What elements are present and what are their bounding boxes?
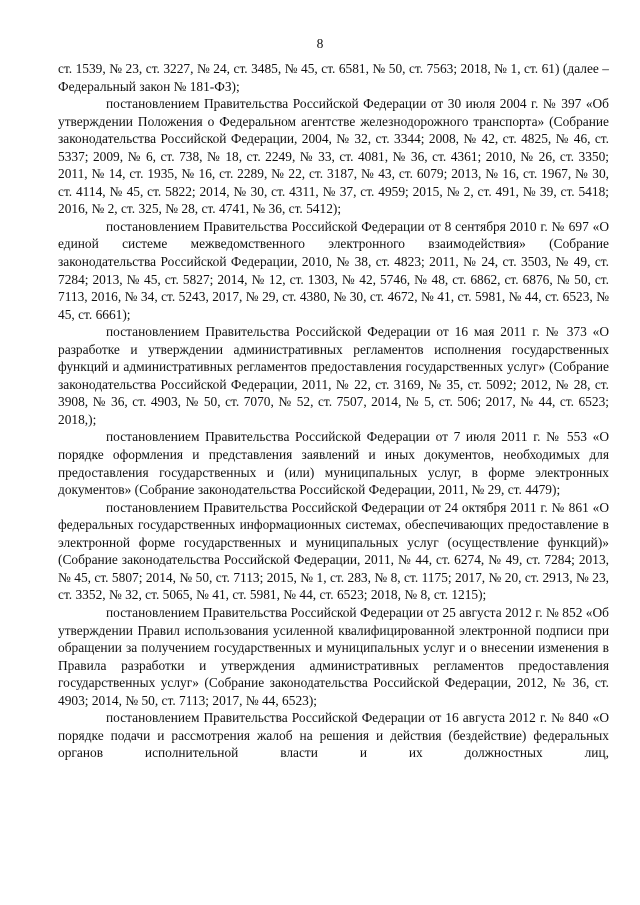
paragraph-resolution-861: постановлением Правительства Российской Федерации от 24 октября 2011 г. № 861 «О федеральных государственных информационных системах, обеспечивающих предоставление в электронной форме государственных и муниципальных услуг (осуществление функций)» (Собрание законодательства Российской Федерации, 2011, № 44, ст. 6274, № 49, ст. 7284; 2013, № 45, ст. 5807; 2014, № 50, ст. 7113; 2015, № 1, ст. 283, № 8, ст. 1175; 2017, № 20, ст. 2913, № 23, ст. 3352, № 32, ст. 5065, № 41, ст. 5981, № 44, ст. 6523; 2018, № 8, ст. 1215); [58,499,609,603]
paragraph-resolution-553: постановлением Правительства Российской Федерации от 7 июля 2011 г. № 553 «О порядке оформления и представления заявлений и иных документов, необходимых для предоставления государственных и (или) муниципальных услуг, в форме электронных документов» (Собрание законодательства Российской Федерации, 2011, № 29, ст. 4479); [58,429,609,498]
paragraph-resolution-397: постановлением Правительства Российской Федерации от 30 июля 2004 г. № 397 «Об утверждении Положения о Федеральном агентстве железнодорожного транспорта» (Собрание законодательства Российской Федерации, 2004, № 32, ст. 3344; 2008, № 42, ст. 4825, № 46, ст. 5337; 2009, № 6, ст. 738, № 18, ст. 2249, № 33, ст. 4081, № 36, ст. 4361; 2010, № 26, ст. 3350; 2011, № 14, ст. 1935, № 16, ст. 2289, № 22, ст. 3187, № 43, ст. 6079; 2013, № 16, ст. 1967, № 30, ст. 4114, № 45, ст. 5822; 2014, № 30, ст. 4311, № 37, ст. 4959; 2015, № 2, ст. 491, № 39, ст. 5418; 2016, № 2, ст. 325, № 28, ст. 4741, № 36, ст. 5412); [58,96,609,217]
page-number: 8 [316,36,324,51]
paragraph-resolution-697: постановлением Правительства Российской Федерации от 8 сентября 2010 г. № 697 «О единой системе межведомственного электронного взаимодействия» (Собрание законодательства Российской Федерации, 2010, № 38, ст. 4823; 2011, № 24, ст. 3503, № 49, ст. 7284; 2013, № 45, ст. 5827; 2014, № 12, ст. 1303, № 42, 5746, № 48, ст. 6862, ст. 6876, № 50, ст. 7113, 2016, № 34, ст. 5243, 2017, № 29, ст. 4380, № 30, ст. 4672, № 41, ст. 5981, № 44, ст. 6523, № 45, ст. 6661); [58,218,609,322]
paragraph-resolution-852: постановлением Правительства Российской Федерации от 25 августа 2012 г. № 852 «Об утверждении Правил использования усиленной квалифицированной электронной подписи при обращении за получением государственных и муниципальных услуг и о внесении изменения в Правила разработки и утверждения административных регламентов предоставления государственных услуг» (Собрание законодательства Российской Федерации, 2012, № 36, ст. 4903; 2014, № 50, ст. 7113; 2017, № 44, 6523); [58,604,609,708]
paragraph-resolution-373: постановлением Правительства Российской Федерации от 16 мая 2011 г. № 373 «О разработке и утверждении административных регламентов исполнения государственных функций и административных регламентов предоставления государственных услуг» (Собрание законодательства Российской Федерации, 2011, № 22, ст. 3169, № 35, ст. 5092; 2012, № 28, ст. 3908, № 36, ст. 4903, № 50, ст. 7070, № 52, ст. 7507, 2014, № 5, ст. 506; 2017, № 44, ст. 6523; 2018,); [58,324,609,427]
document-body [58,60,609,762]
paragraph-continuation: ст. 1539, № 23, ст. 3227, № 24, ст. 3485, № 45, ст. 6581, № 50, ст. 7563; 2018, № 1, ст. 61) (далее – Федеральный закон № 181-ФЗ); [58,61,609,94]
paragraph-resolution-840: постановлением Правительства Российской Федерации от 16 августа 2012 г. № 840 «О порядке подачи и рассмотрения жалоб на решения и действия (бездействие) федеральных органов исполнительной власти и их должностных лиц, [58,710,609,761]
